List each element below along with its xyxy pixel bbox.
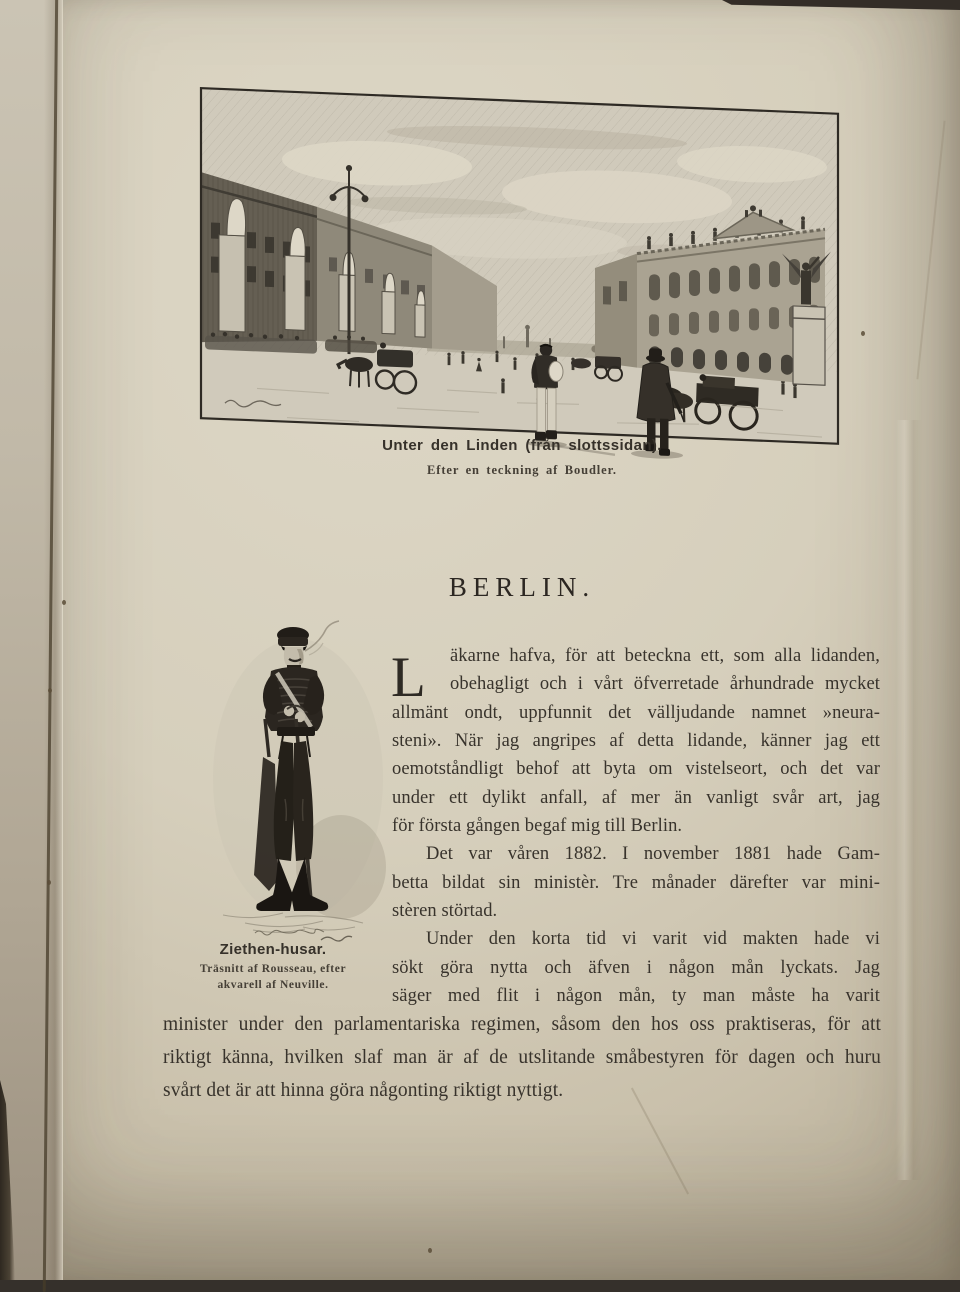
text-line: Det var våren 1882. I november 1881 hade Gam- <box>426 844 880 865</box>
paper-speck <box>47 880 51 885</box>
text-line: sökt göra nytta och äfven i någon mån lyckats. Jag <box>392 957 880 978</box>
text-line: svårt det är att hinna göra någonting riktigt nyttigt. <box>163 1080 564 1101</box>
hussar-credit-line1: Träsnitt af Rousseau, efter <box>199 963 347 975</box>
street-scene-caption: Unter den Linden (från slottssidan). <box>382 437 662 454</box>
hussar-svg <box>193 599 398 944</box>
text-line: betta bildat sin ministèr. Tre månader därefter var mini- <box>392 872 880 893</box>
text-line: Under den korta tid vi varit vid makten hade vi <box>426 929 880 950</box>
text-line: obehagligt och i vårt öfverretade århundrade mycket <box>450 674 880 695</box>
street-scene-svg <box>197 84 842 492</box>
text-line: riktigt känna, hvilken slaf man är af de utslitande småbestyren för dagen och huru <box>163 1047 881 1068</box>
paper-speck <box>428 1248 432 1253</box>
text-line: under ett dylikt anfall, af mer än vanligt svår art, jag <box>392 787 880 808</box>
paper-crease <box>896 420 922 1180</box>
text-line: allmänt ondt, uppfunnit det välljudande namnet »neura- <box>392 702 880 723</box>
hussar-illustration <box>193 599 398 944</box>
paper-speck <box>48 688 52 693</box>
text-line: stèren störtad. <box>392 901 498 922</box>
body-text-column <box>392 646 880 1014</box>
text-line: oemotståndligt behof att byta om vistelseort, och det var <box>392 759 880 780</box>
text-line: äkarne hafva, för att beteckna ett, som alla lidanden, <box>450 646 880 666</box>
hussar-caption: Ziethen-husar. <box>219 941 327 958</box>
text-line: steni». När jag angripes af detta lidande, känner jag ett <box>392 731 880 752</box>
drop-cap: L <box>391 646 426 709</box>
paper-speck <box>861 331 865 336</box>
text-line: minister under den parlamentariska regimen, såsom den hos oss praktiseras, för att <box>163 1014 881 1035</box>
text-line: säger med flit i någon mån, ty man måste ha varit <box>392 986 880 1007</box>
street-scene-illustration <box>197 84 842 492</box>
text-line: för första gången begaf mig till Berlin. <box>392 816 683 837</box>
page-title: BERLIN. <box>448 572 596 602</box>
body-text-full-width <box>163 1014 881 1113</box>
paper-speck <box>62 600 66 605</box>
street-scene-credit: Efter en teckning af Boudler. <box>427 463 617 477</box>
hussar-credit-line2: akvarell af Neuville. <box>217 979 329 991</box>
